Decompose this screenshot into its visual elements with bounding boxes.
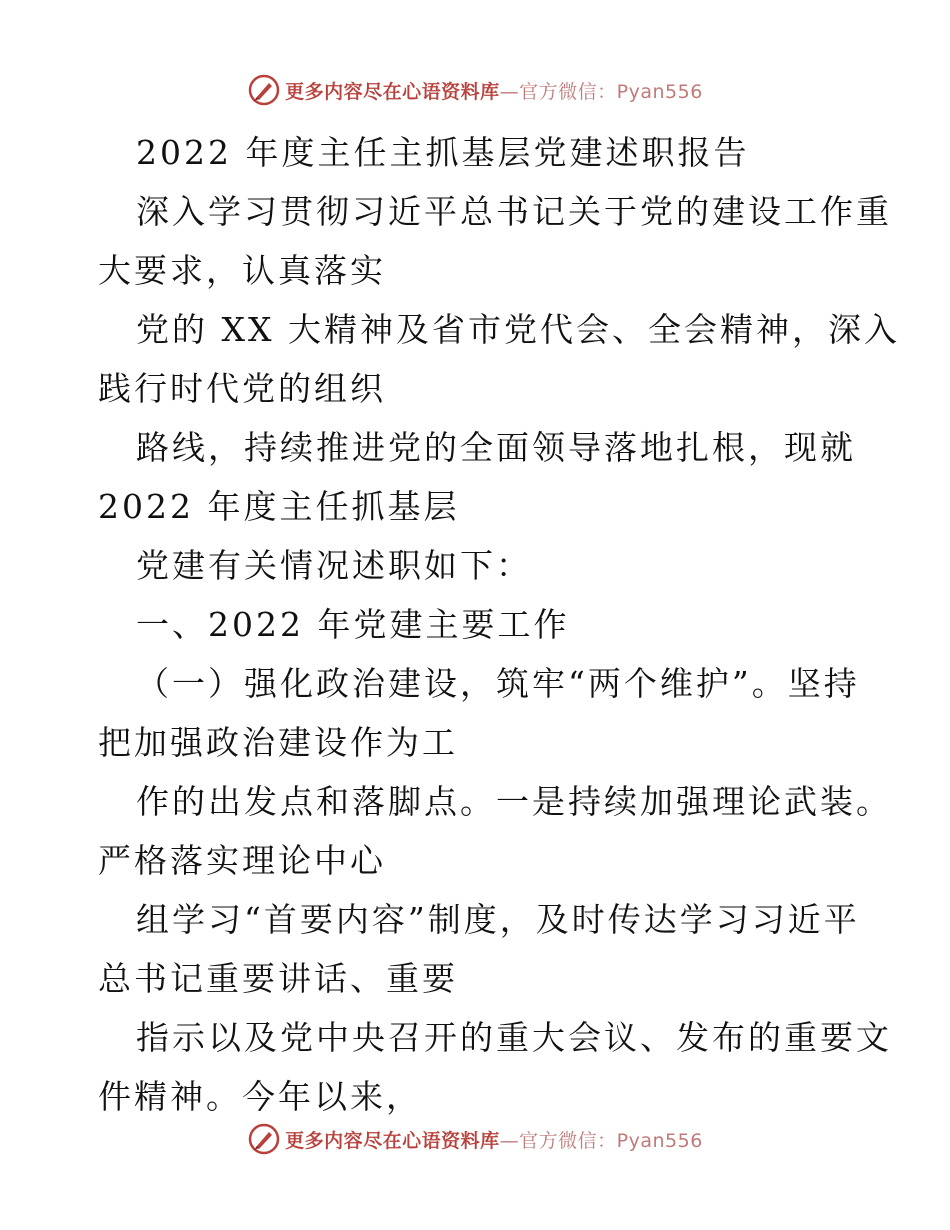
paragraph-line: 践行时代党的组织 xyxy=(98,369,386,408)
pen-logo-icon xyxy=(247,1122,281,1156)
paragraph-line: 总书记重要讲话、重要 xyxy=(98,959,458,998)
paragraph-line: 深入学习贯彻习近平总书记关于党的建设工作重 xyxy=(136,192,892,231)
footer-banner-contact: —官方微信：Pyan556 xyxy=(499,1129,703,1152)
document-title: 2022 年度主任主抓基层党建述职报告 xyxy=(136,133,750,172)
footer-watermark-banner xyxy=(0,1117,950,1161)
header-banner-text xyxy=(285,77,703,104)
header-banner-contact: —官方微信：Pyan556 xyxy=(499,80,703,103)
paragraph-line: 路线，持续推进党的全面领导落地扎根，现就 xyxy=(136,428,856,467)
header-banner-brand: 更多内容尽在心语资料库 xyxy=(285,80,500,103)
footer-banner-text xyxy=(285,1126,703,1153)
pen-logo-icon xyxy=(247,73,281,107)
paragraph-line: 组学习“首要内容”制度，及时传达学习习近平 xyxy=(136,900,860,939)
paragraph-line: 作的出发点和落脚点。一是持续加强理论武装。 xyxy=(136,782,892,821)
paragraph-line: 件精神。今年以来， xyxy=(98,1077,422,1116)
paragraph-line: 2022 年度主任抓基层 xyxy=(98,487,460,526)
paragraph-line: 大要求，认真落实 xyxy=(98,251,386,290)
section-heading: 一、2022 年党建主要工作 xyxy=(136,605,570,644)
paragraph-line: 党建有关情况述职如下： xyxy=(136,546,532,585)
subsection-heading: （一）强化政治建设，筑牢“两个维护”。坚持 xyxy=(136,664,860,703)
document-body xyxy=(98,123,900,1126)
paragraph-line: 把加强政治建设作为工 xyxy=(98,723,458,762)
footer-banner-brand: 更多内容尽在心语资料库 xyxy=(285,1129,500,1152)
paragraph-line: 指示以及党中央召开的重大会议、发布的重要文 xyxy=(136,1018,892,1057)
paragraph-line: 党的 XX 大精神及省市党代会、全会精神，深入 xyxy=(136,310,900,349)
paragraph-line: 严格落实理论中心 xyxy=(98,841,386,880)
header-watermark-banner xyxy=(0,68,950,112)
